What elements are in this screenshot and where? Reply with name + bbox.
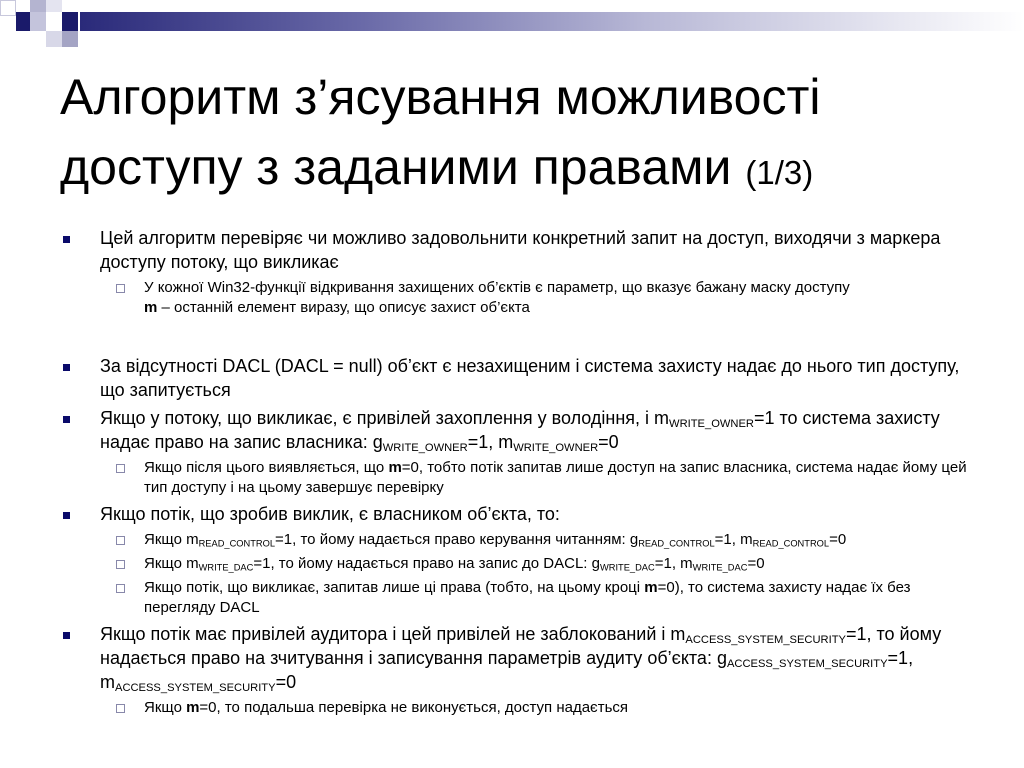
deco-square	[16, 12, 30, 31]
header-decoration	[0, 0, 1024, 52]
sub-bullet-text: Якщо	[144, 699, 187, 716]
bullet-text: Якщо у потоку, що викликає, є привілей захоплення у володіння, і m	[100, 408, 670, 428]
sub-bullet-item	[60, 458, 980, 498]
sub-bullet-item	[60, 278, 980, 318]
bullet-text: За відсутності DACL (DACL = null) об’єкт є незахищеним і система захисту надає до нього тип доступу, що запитується	[100, 356, 960, 400]
sub-bullet-text: Якщо m	[144, 555, 199, 572]
sub-bullet-text: =0, тобто потік запитав лише доступ на запис власника, система надає йому цей тип доступу і на цьому завершує перевірку	[144, 459, 967, 496]
subscript: WRITE_DAC	[198, 562, 254, 573]
bullet-item	[60, 226, 980, 274]
sub-bullet-text: =1, то йому надається право на запис до DACL: g	[253, 555, 600, 572]
sub-bullet-item	[60, 698, 980, 718]
sub-bullet-text: =1, m	[654, 555, 693, 572]
bullet-item	[60, 406, 980, 454]
sub-bullet-text: Якщо потік, що викликає, запитав лише ці права (тобто, на цьому кроці	[144, 579, 645, 596]
deco-square	[0, 0, 16, 16]
sub-bullet-text: =0), то система захисту надає їх без перегляду DACL	[144, 579, 911, 616]
subscript: WRITE_DAC	[692, 562, 748, 573]
bullet-text: Якщо потік, що зробив виклик, є власником об’єкта, то:	[100, 504, 560, 524]
variable-m: m	[144, 299, 158, 316]
bullet-text: Якщо потік має привілей аудитора і цей привілей не заблокований і m	[100, 624, 686, 644]
sub-bullet-text: – останній елемент виразу, що описує захист об’єкта	[157, 299, 530, 316]
variable-m: m	[388, 459, 402, 476]
bullet-text: =0	[275, 672, 297, 692]
subscript: WRITE_OWNER	[669, 417, 754, 430]
spacer	[60, 322, 980, 354]
subscript: READ_CONTROL	[198, 538, 276, 549]
slide-title	[60, 62, 1000, 208]
bullet-item	[60, 354, 980, 402]
bullet-text: =1, m	[100, 648, 914, 692]
subscript: READ_CONTROL	[638, 538, 715, 549]
deco-square	[62, 31, 78, 47]
deco-square	[30, 12, 46, 31]
header-gradient-bar	[80, 12, 1024, 31]
deco-square	[46, 31, 62, 47]
sub-bullet-text: =0	[829, 531, 847, 548]
sub-bullet-text: Якщо після цього виявляється, що	[144, 459, 389, 476]
variable-m: m	[644, 579, 658, 596]
deco-square	[62, 12, 78, 31]
bullet-text: Цей алгоритм перевіряє чи можливо задовольнити конкретний запит на доступ, виходячи з маркера доступу потоку, що викликає	[100, 228, 941, 272]
deco-square	[30, 0, 46, 12]
sub-bullet-text: =1, m	[714, 531, 753, 548]
title-line-2: доступу з заданими правами	[60, 139, 732, 195]
subscript: READ_CONTROL	[752, 538, 830, 549]
bullet-text: =1, то йому надається право на зчитування і записування параметрів аудиту об’єкта: g	[100, 624, 942, 668]
sub-bullet-item	[60, 530, 980, 550]
sub-bullet-text: =0	[747, 555, 765, 572]
deco-square	[46, 0, 62, 12]
slide-body	[60, 226, 980, 722]
variable-m: m	[186, 699, 200, 716]
sub-bullet-text: =1, то йому надається право керування читанням: g	[275, 531, 639, 548]
sub-bullet-text: =0, то подальша перевірка не виконується, доступ надається	[199, 699, 629, 716]
bullet-item	[60, 622, 980, 694]
bullet-item	[60, 502, 980, 526]
bullet-text: =1 то система захисту надає право на запис власника: g	[100, 408, 940, 452]
subscript: WRITE_OWNER	[513, 441, 599, 454]
subscript: ACCESS_SYSTEM_SECURITY	[685, 633, 846, 646]
subscript: ACCESS_SYSTEM_SECURITY	[115, 681, 276, 694]
title-line-1: Алгоритм з’ясування можливості	[60, 69, 821, 125]
subscript: WRITE_OWNER	[382, 441, 468, 454]
sub-bullet-item	[60, 578, 980, 618]
subscript: WRITE_DAC	[599, 562, 655, 573]
bullet-text: =0	[598, 432, 619, 452]
bullet-text: =1, m	[467, 432, 514, 452]
title-pager: (1/3)	[745, 154, 814, 191]
subscript: ACCESS_SYSTEM_SECURITY	[726, 657, 888, 670]
sub-bullet-item	[60, 554, 980, 574]
sub-bullet-text: У кожної Win32-функції відкривання захищених об’єктів є параметр, що вказує бажану маску доступу	[144, 279, 850, 296]
sub-bullet-text: Якщо m	[144, 531, 199, 548]
